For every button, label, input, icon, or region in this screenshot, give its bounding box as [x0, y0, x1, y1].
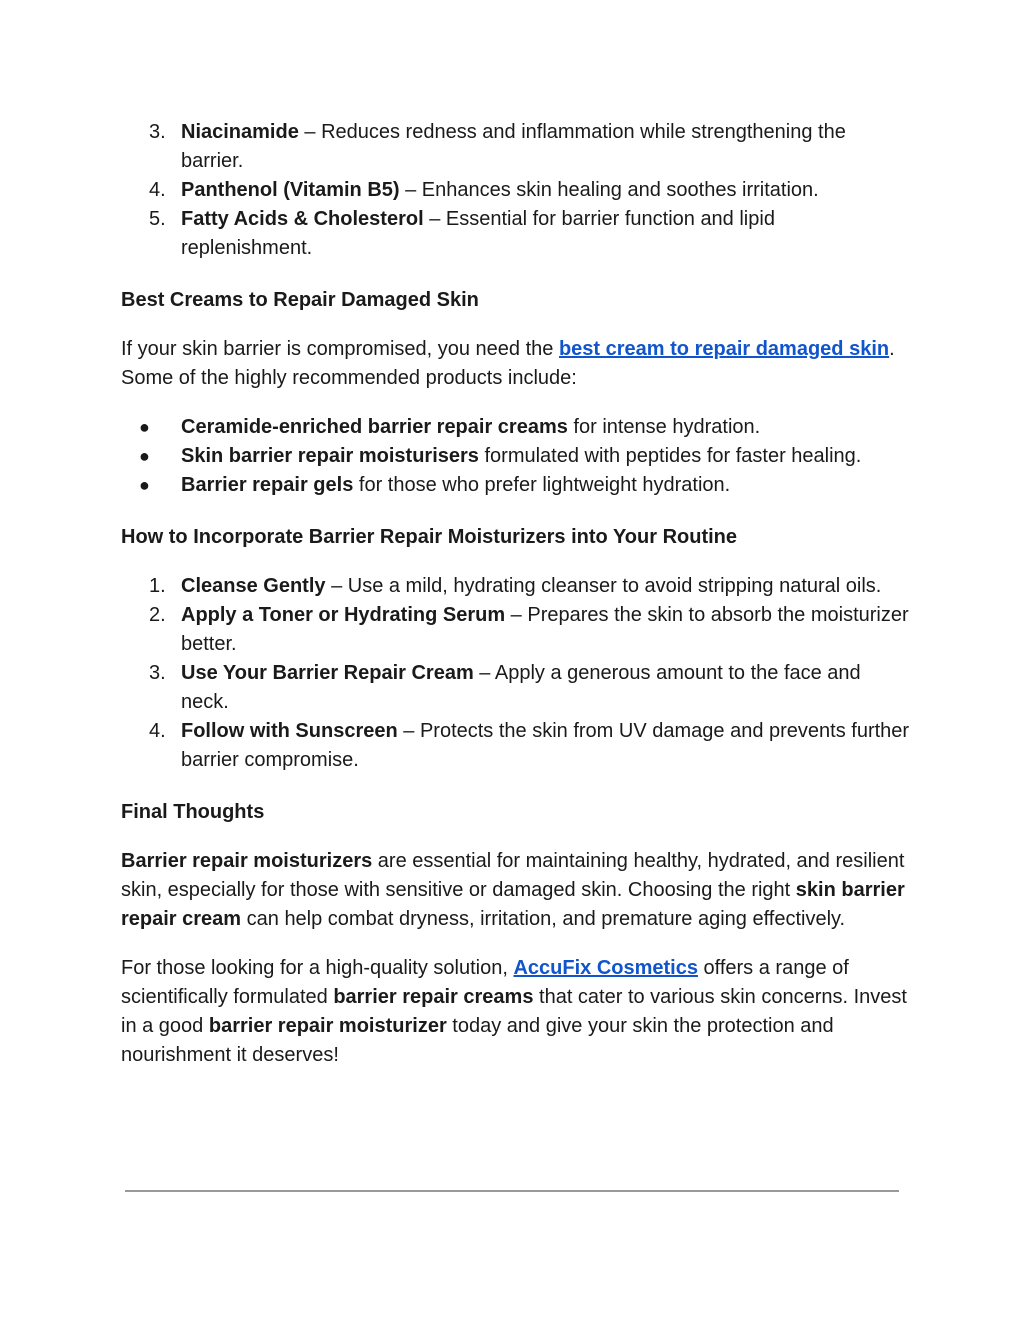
- section-heading-best-creams: Best Creams to Repair Damaged Skin: [121, 289, 479, 311]
- ingredient-name: Panthenol (Vitamin B5): [181, 179, 400, 201]
- best-cream-link[interactable]: best cream to repair damaged skin: [558, 338, 890, 360]
- best-creams-list: [121, 413, 911, 500]
- list-item: [121, 659, 911, 717]
- step-title: Use Your Barrier Repair Cream: [181, 662, 474, 684]
- list-item: [121, 118, 911, 176]
- step-title: Apply a Toner or Hydrating Serum: [181, 604, 506, 626]
- list-item: [121, 205, 911, 263]
- ingredient-name: Niacinamide: [181, 121, 299, 143]
- step-description: – Prepares the skin to absorb the moisturizer better.: [181, 604, 909, 655]
- list-number: 3.: [149, 662, 166, 684]
- list-number: 3.: [149, 121, 166, 143]
- final-paragraph-2: For those looking for a high-quality solution, AccuFix Cosmetics offers a range of scientifically formulated barrier repair creams that cater to various skin concerns. Invest in a good barrier repair moisturizer today and give your skin the protection and nourishment it deserves!: [121, 957, 907, 1066]
- step-description: – Use a mild, hydrating cleanser to avoid stripping natural oils.: [325, 575, 882, 597]
- accufix-link[interactable]: AccuFix Cosmetics: [513, 957, 698, 979]
- section-heading-final-thoughts: Final Thoughts: [121, 801, 265, 823]
- list-number: 5.: [149, 208, 166, 230]
- routine-steps-list: [121, 572, 911, 775]
- product-name: Ceramide-enriched barrier repair creams: [181, 416, 568, 438]
- step-description: – Apply a generous amount to the face and neck.: [181, 662, 861, 713]
- list-number: 1.: [149, 575, 166, 597]
- bullet-icon: ●: [139, 417, 150, 437]
- list-item: [121, 572, 911, 601]
- step-title: Follow with Sunscreen: [181, 720, 398, 742]
- list-item: [121, 442, 911, 471]
- list-item: [121, 717, 911, 775]
- final-paragraph-1: Barrier repair moisturizers are essential for maintaining healthy, hydrated, and resilient skin, especially for those with sensitive or damaged skin. Choosing the right skin barrier repair cream can help combat dryness, irritation, and premature aging effectively.: [121, 850, 905, 930]
- product-description: for intense hydration.: [567, 416, 761, 438]
- bullet-icon: ●: [139, 446, 150, 466]
- list-item: [121, 413, 911, 442]
- document-page: [121, 118, 911, 1070]
- ingredient-description: – Essential for barrier function and lipid replenishment.: [181, 208, 775, 259]
- list-number: 4.: [149, 720, 166, 742]
- section-heading-routine: How to Incorporate Barrier Repair Moisturizers into Your Routine: [121, 526, 738, 548]
- horizontal-divider: [125, 1190, 899, 1192]
- ingredient-description: – Enhances skin healing and soothes irritation.: [399, 179, 819, 201]
- product-description: for those who prefer lightweight hydration.: [353, 474, 731, 496]
- list-item: [121, 471, 911, 500]
- step-description: – Protects the skin from UV damage and prevents further barrier compromise.: [181, 720, 910, 771]
- ingredient-name: Fatty Acids & Cholesterol: [181, 208, 424, 230]
- ingredients-list: [121, 118, 911, 263]
- product-name: Barrier repair gels: [181, 474, 354, 496]
- list-item: [121, 176, 911, 205]
- list-number: 4.: [149, 179, 166, 201]
- ingredient-description: – Reduces redness and inflammation while strengthening the barrier.: [181, 121, 846, 172]
- product-name: Skin barrier repair moisturisers: [181, 445, 479, 467]
- best-creams-intro: If your skin barrier is compromised, you need the best cream to repair damaged skin. Some of the highly recommended products include:: [121, 338, 895, 389]
- product-description: formulated with peptides for faster healing.: [478, 445, 862, 467]
- step-title: Cleanse Gently: [181, 575, 326, 597]
- list-item: [121, 601, 911, 659]
- bullet-icon: ●: [139, 475, 150, 495]
- list-number: 2.: [149, 604, 166, 626]
